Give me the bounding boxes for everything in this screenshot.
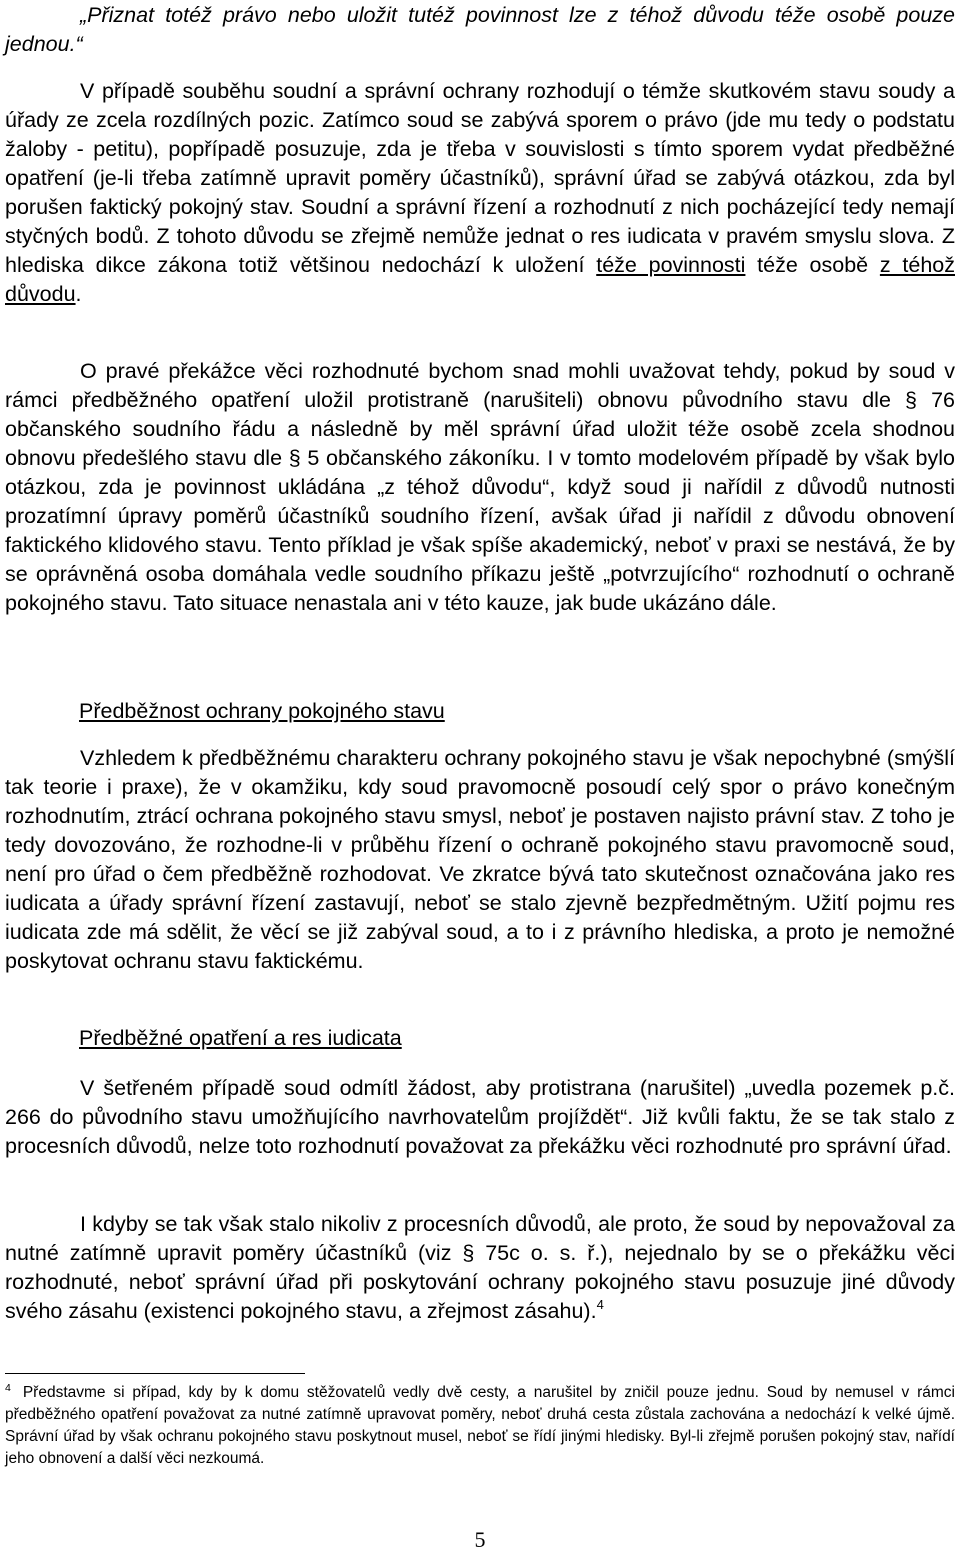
paragraph-4 [5,1074,955,1161]
paragraph-1-mid: téže osobě [745,253,880,277]
page-number: 5 [474,1527,486,1552]
paragraph-2 [5,357,955,618]
footnote-text: Představme si případ, kdy by k domu stěžovatelů vedly dvě cesty, a narušitel by zničil pouze jednu. Soud by nemusel v rámci předběžného opatření považovat za nutné zatímně upravovat poměry, neboť druhá cesta zůstala zachována a nedochází k velké újmě. Správní úřad by však ochranu pokojného stavu poskytnout musel, neboť se řídí jinými hledisky. Byl-li zřejmě porušen pokojný stav, nařídí jeho obnovení a další věci nezkoumá. [5,1384,955,1467]
paragraph-4-text: V šetřeném případě soud odmítl žádost, aby protistrana (narušitel) „uvedla pozemek p.č. 266 do původního stavu umožňujícího navrhovatelům projíždět“. Již kvůli faktu, že se tak stalo z procesních důvodů, nelze toto rozhodnutí považovat za překážku věci rozhodnuté pro správní úřad. [5,1076,955,1158]
paragraph-5-text: I kdyby se tak však stalo nikoliv z procesních důvodů, ale proto, že soud by nepovažoval za nutné zatímně upravit poměry účastníků (viz § 75c o. s. ř.), nejednalo by se o překážku věci rozhodnuté, neboť správní úřad při poskytování ochrany pokojného stavu posuzuje jiné důvody svého zásahu (existenci pokojného stavu, a zřejmost zásahu). [5,1212,955,1323]
paragraph-2-text: O pravé překážce věci rozhodnuté bychom snad mohli uvažovat tehdy, pokud by soud v rámci předběžného opatření uložil protistraně (narušiteli) obnovu původního stavu dle § 76 občanského soudního řádu a následně by měl správní úřad uložit téže osobě zcela shodnou obnovu předešlého stavu dle § 5 občanského zákoníku. I v tomto modelovém případě by však bylo otázkou, zda je povinnost ukládána „z téhož důvodu“, když soud ji nařídil z důvodů nutnosti prozatímní úpravy poměrů účastníků soudního řízení, avšak úřad ji nařídil z důvodu obnovení faktického klidového stavu. Tento příklad je však spíše akademický, neboť v praxi se nestává, že by se oprávněná osoba domáhala vedle soudního příkazu ještě „potvrzujícího“ rozhodnutí o ochraně pokojného stavu. Tato situace nenastala ani v této kauze, jak bude ukázáno dále. [5,359,955,615]
section-heading-2: Předběžné opatření a res iudicata [79,1026,402,1050]
footnote [5,1382,955,1470]
paragraph-3 [5,744,955,976]
paragraph-1-end: . [75,282,82,306]
quote-paragraph [5,1,955,59]
paragraph-5 [5,1210,955,1326]
underlined-phrase-2: z téhož důvodu [5,253,955,306]
section-heading-1: Předběžnost ochrany pokojného stavu [79,699,445,723]
footnote-separator [5,1373,305,1374]
paragraph-1 [5,77,955,309]
footnote-number: 4 [5,1382,11,1394]
quote-text: „Přiznat totéž právo nebo uložit tutéž povinnost lze z téhož důvodu téže osobě pouze jednou.“ [5,3,955,56]
paragraph-3-text: Vzhledem k předběžnému charakteru ochrany pokojného stavu je však nepochybné (smýšlí tak teorie i praxe), že v okamžiku, kdy soud pravomocně posoudí celý spor o právo konečným rozhodnutím, ztrácí ochrana pokojného stavu smysl, neboť je postaven najisto právní stav. Z toho je tedy dovozováno, že rozhodne-li v průběhu řízení o ochraně pokojného stavu pravomocně soud, není pro úřad o čem předběžně rozhodovat. Ve zkratce bývá tato skutečnost označována jako res iudicata a úřady správní řízení zastavují, neboť se stalo zjevně bezpředmětným. Užití pojmu res iudicata zde má sdělit, že věcí se již zabýval soud, a to i z právního hlediska, a proto je nemožné poskytovat ochranu stavu faktickému. [5,746,955,973]
footnote-reference[interactable]: 4 [596,1297,604,1312]
underlined-phrase-1: téže povinnosti [596,253,746,277]
paragraph-1-text: V případě souběhu soudní a správní ochrany rozhodují o témže skutkovém stavu soudy a úřady ze zcela rozdílných pozic. Zatímco soud se zabývá sporem o právo (jde mu tedy o podstatu žaloby - petitu), popřípadě posuzuje, zda je třeba v souvislosti s tímto sporem vydat předběžné opatření (je-li třeba zatímně upravit poměry účastníků), správní úřad se zabývá otázkou, zda byl porušen faktický pokojný stav. Soudní a správní řízení a rozhodnutí z nich pocházející tedy nemají styčných bodů. Z tohoto důvodu se zřejmě nemůže jednat o res iudicata v pravém smyslu slova. Z hlediska dikce zákona totiž většinou nedochází k uložení [5,79,955,277]
